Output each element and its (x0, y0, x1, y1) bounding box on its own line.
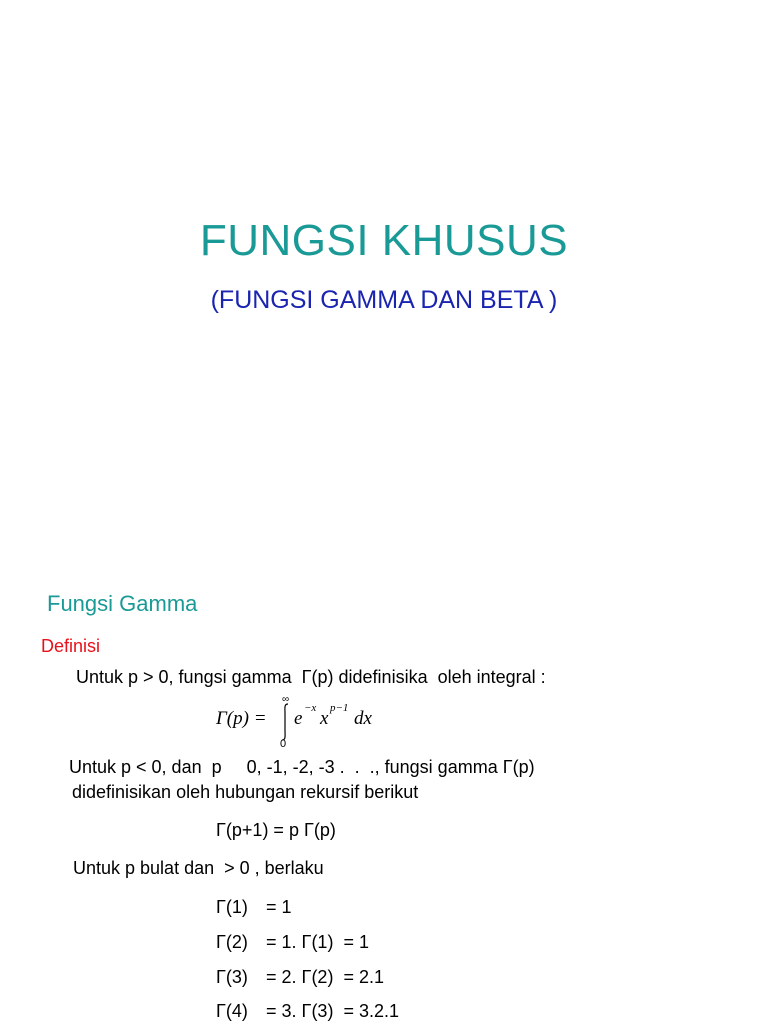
definition-text: Untuk p > 0, fungsi gamma Γ(p) didefinisika oleh integral : (76, 667, 546, 687)
definition-label: Definisi (41, 636, 101, 656)
section-heading: Fungsi Gamma (47, 591, 198, 616)
formula-upper-limit: ∞ (282, 694, 290, 705)
gamma-value-lhs: Γ(3) (216, 967, 248, 987)
formula-lhs: Γ(p) = (216, 708, 267, 729)
formula-integrand-e: e (294, 708, 303, 729)
page-subtitle: (FUNGSI GAMMA DAN BETA ) (210, 286, 558, 314)
page-title: FUNGSI KHUSUS (199, 216, 569, 265)
gamma-value-lhs: Γ(4) (216, 1001, 248, 1021)
gamma-value-rhs: = 1 (266, 897, 292, 917)
formula-exp-p: p−1 (330, 702, 349, 714)
gamma-value-rhs: = 3. Γ(3) = 3.2.1 (266, 1001, 399, 1021)
gamma-value-lhs: Γ(2) (216, 932, 248, 952)
formula-dx: dx (354, 708, 372, 729)
gamma-value-lhs: Γ(1) (216, 897, 248, 917)
integer-p-text: Untuk p bulat dan > 0 , berlaku (73, 858, 324, 878)
formula-lower-limit: 0 (280, 738, 287, 750)
recursion-formula: Γ(p+1) = p Γ(p) (216, 820, 336, 840)
recursive-text: didefinisikan oleh hubungan rekursif berikut (72, 782, 419, 802)
integral-sign-icon (278, 702, 292, 742)
formula-var-x: x (320, 708, 329, 729)
gamma-value-rhs: = 1. Γ(1) = 1 (266, 932, 369, 952)
negative-p-text: Untuk p < 0, dan p 0, -1, -2, -3 . . ., fungsi gamma Γ(p) (69, 757, 535, 777)
gamma-integral-formula (216, 694, 386, 754)
gamma-value-rhs: = 2. Γ(2) = 2.1 (266, 967, 384, 987)
formula-exp-x: −x (304, 702, 317, 714)
